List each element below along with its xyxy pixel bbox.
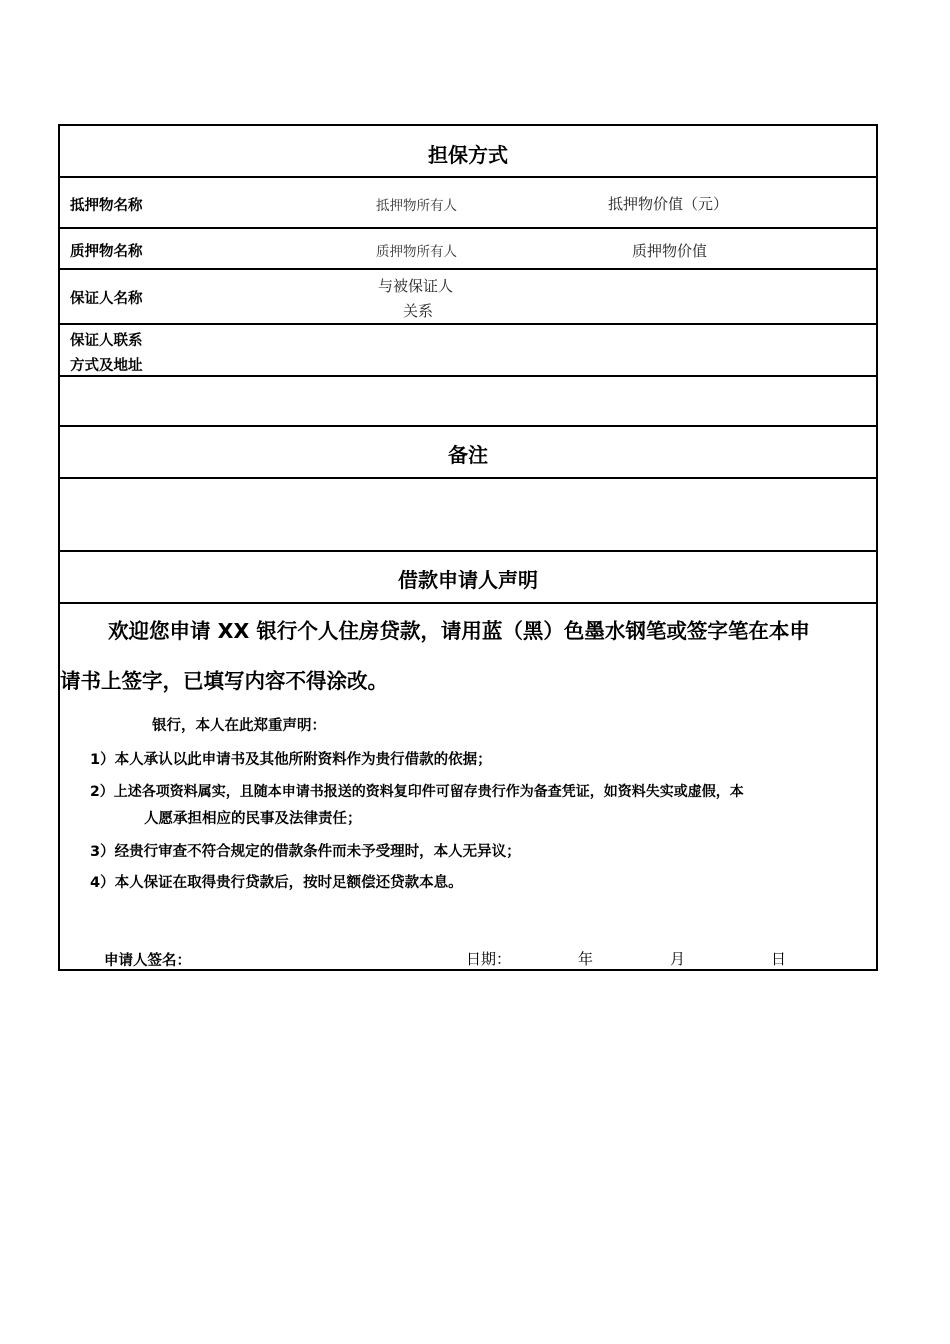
row-divider	[58, 602, 878, 604]
declaration-item-3: 3）经贵行审查不符合规定的借款条件而未予受理时，本人无异议；	[90, 844, 521, 860]
row-divider	[58, 227, 878, 229]
guarantor-name-label: 保证人名称	[70, 291, 143, 307]
relation-label-line1: 与被保证人	[378, 277, 454, 295]
collateral-value-label: 抵押物价值（元）	[608, 195, 729, 213]
form-right-border	[876, 124, 878, 971]
row-divider	[58, 176, 878, 178]
date-day-label: 日	[771, 950, 787, 968]
loan-application-form	[58, 124, 878, 971]
collateral-owner-label: 抵押物所有人	[376, 198, 457, 214]
pledge-owner-label: 质押物所有人	[376, 244, 457, 260]
declaration-bank-line: 银行，本人在此郑重声明：	[152, 718, 326, 734]
declaration-item-2-line1: 2）上述各项资料属实，且随本申请书报送的资料复印件可留存贵行作为备查凭证，如资料失实或虚假，本	[90, 784, 744, 800]
guarantor-contact-label-line1: 保证人联系	[70, 333, 143, 349]
declaration-item-4: 4）本人保证在取得贵行贷款后，按时足额偿还贷款本息。	[90, 875, 463, 891]
declaration-intro-line2: 请书上签字，已填写内容不得涂改。	[60, 669, 388, 693]
applicant-signature-label: 申请人签名：	[104, 953, 191, 969]
row-divider	[58, 323, 878, 325]
date-year-label: 年	[578, 950, 594, 968]
relation-label-line2: 关系	[403, 302, 434, 320]
date-month-label: 月	[670, 950, 686, 968]
form-left-border	[58, 124, 60, 971]
row-divider	[58, 425, 878, 427]
row-divider	[58, 375, 878, 377]
pledge-name-label: 质押物名称	[70, 244, 143, 260]
remarks-section-title: 备注	[448, 443, 488, 467]
guarantee-section-title: 担保方式	[428, 143, 508, 167]
row-divider	[58, 550, 878, 552]
declaration-section-title: 借款申请人声明	[398, 568, 538, 592]
declaration-item-1: 1）本人承认以此申请书及其他所附资料作为贵行借款的依据；	[90, 752, 492, 768]
row-divider	[58, 477, 878, 479]
guarantor-contact-label-line2: 方式及地址	[70, 358, 143, 374]
pledge-value-label: 质押物价值	[632, 242, 708, 260]
form-top-border	[58, 124, 878, 126]
collateral-name-label: 抵押物名称	[70, 198, 143, 214]
date-label: 日期：	[466, 950, 512, 968]
row-divider	[58, 268, 878, 270]
declaration-intro-line1: 欢迎您申请 XX 银行个人住房贷款，请用蓝（黑）色墨水钢笔或签字笔在本申	[108, 619, 810, 643]
declaration-item-2-line2: 人愿承担相应的民事及法律责任；	[144, 811, 362, 827]
